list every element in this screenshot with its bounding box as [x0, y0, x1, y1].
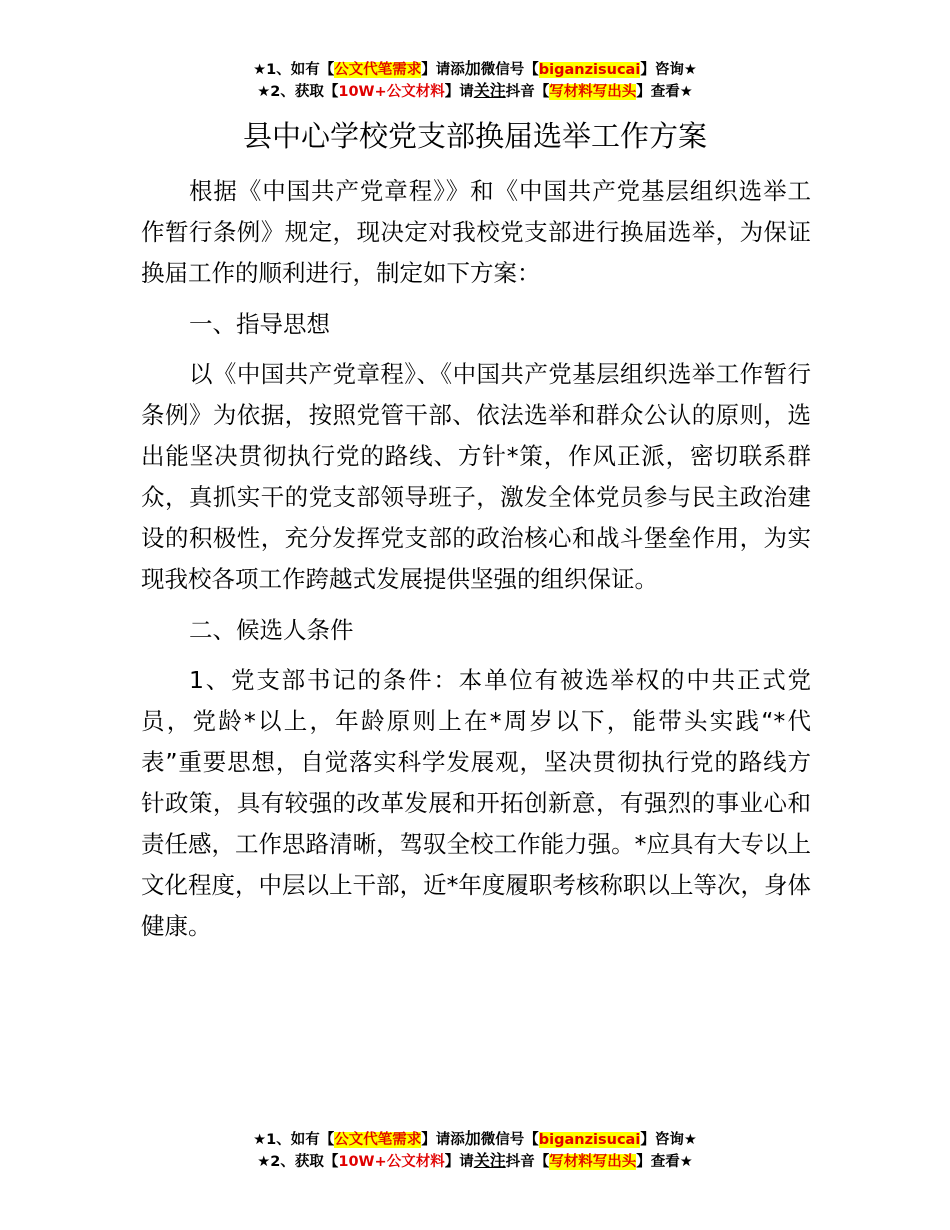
- paragraph-secretary-conditions: 1、党支部书记的条件：本单位有被选举权的中共正式党员，党龄*以上，年龄原则上在*周岁以下，能带头实践“*代表”重要思想，自觉落实科学发展观，坚决贯彻执行党的路线方针政策，具有较强的改革发展和开拓创新意，有强烈的事业心和责任感，工作思路清晰，驾驭全校工作能力强。*应具有大专以上文化程度，中层以上干部，近*年度履职考核称职以上等次，身体健康。: [141, 666, 811, 940]
- banner-text: 关注: [473, 1151, 506, 1170]
- banner-text: ★1、如有【: [253, 1132, 335, 1148]
- banner-text: ★2、获取【: [257, 84, 339, 100]
- banner-text: 】请: [444, 1154, 474, 1170]
- paragraph-intro: 根据《中国共产党章程》》和《中国共产党基层组织选举工作暂行条例》规定，现决定对我校党支部进行换届选举，为保证换届工作的顺利进行，制定如下方案：: [141, 177, 811, 287]
- banner-text: 加: [464, 59, 481, 78]
- highlight-douyin: 写材料写出头: [549, 84, 637, 100]
- section-heading-guiding-ideology: 一、指导思想: [189, 309, 330, 338]
- highlight-materials: 10W+公文材料: [338, 1154, 445, 1170]
- banner-text: 】咨询★: [640, 62, 697, 78]
- banner-text: 】咨询★: [640, 1132, 697, 1148]
- highlight-wechat-id: biganzisucai: [538, 62, 641, 78]
- document-title: 县中心学校党支部换届选举工作方案: [242, 119, 707, 153]
- paragraph-guiding-ideology: 以《中国共产党章程》、《中国共产党基层组织选举工作暂行条例》为依据，按照党管干部、依法选举和群众公认的原则，选出能坚决贯彻执行党的路线、方针*策，作风正派，密切联系群众，真抓实干的党支部领导班子，激发全体党员参与民主政治建设的积极性，充分发挥党支部的政治核心和战斗堡垒作用，为实现我校各项工作跨越式发展提供坚强的组织保证。: [141, 360, 811, 593]
- section-heading-candidate-conditions: 二、候选人条件: [189, 615, 354, 644]
- banner-line-1: [0, 58, 950, 80]
- banner-text: 】查看★: [636, 1154, 693, 1170]
- banner-text: 】查看★: [636, 84, 693, 100]
- banner-text: ★1、如有【: [253, 62, 335, 78]
- document-body: [141, 171, 811, 957]
- banner-line-2: [0, 1150, 950, 1172]
- highlight-service: 公文代笔需求: [334, 62, 422, 78]
- highlight-wechat-id: biganzisucai: [538, 1132, 641, 1148]
- highlight-materials: 10W+公文材料: [338, 84, 445, 100]
- banner-text: 微信号【: [480, 62, 539, 78]
- banner-text: 微信号【: [480, 1132, 539, 1148]
- highlight-service: 公文代笔需求: [334, 1132, 422, 1148]
- banner-text: ★2、获取【: [257, 1154, 339, 1170]
- banner-text: 抖音【: [505, 1154, 550, 1170]
- banner-text: 】请添: [421, 1132, 465, 1148]
- banner-line-2: [0, 80, 950, 102]
- banner-text: 抖音【: [505, 84, 550, 100]
- banner-text: 】请: [444, 84, 474, 100]
- banner-line-1: [0, 1128, 950, 1150]
- banner-text: 】请添: [421, 62, 465, 78]
- header-banner: [0, 58, 950, 102]
- highlight-douyin: 写材料写出头: [549, 1154, 637, 1170]
- banner-text: 加: [464, 1129, 481, 1148]
- banner-text: 关注: [473, 81, 506, 100]
- footer-banner: [0, 1128, 950, 1172]
